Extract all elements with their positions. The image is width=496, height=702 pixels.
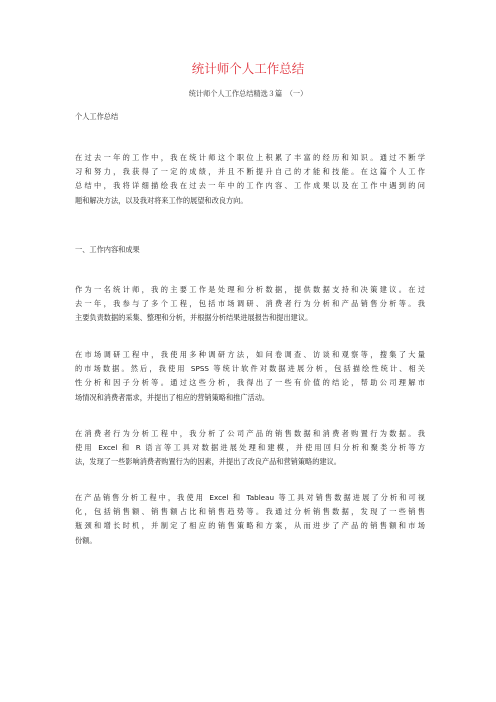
paragraph-line: 主要负责数据的采集、整理和分析，并根据分析结果进展报告和提出建议。 [75,313,313,323]
paragraph-line: 习和努力，我获得了一定的成绩，并且不断提升自己的才能和技能。在这篇个人工作 [75,167,425,177]
paragraph-line: 场情况和消费者需求，并提出了相应的营销策略和推广活动。 [75,392,270,402]
paragraph-line: 总结中，我将详细描绘我在过去一年中的工作内容、工作成果以及在工作中遇到的问 [75,181,425,191]
paragraph-role [75,283,425,326]
paragraph-line: 份额。 [75,535,97,545]
paragraph-overview [75,151,425,208]
paragraph-market-research [75,348,425,405]
paragraph-line: 去一年，我参与了多个工程，包括市场调研、消费者行为分析和产品销售分析等。我 [75,299,425,309]
paragraph-line: 在过去一年的工作中，我在统计师这个职位上积累了丰富的经历和知识。通过不断学 [75,153,425,162]
paragraph-line: 性分析和因子分析等。通过这些分析，我得出了一些有价值的结论，帮助公司理解市 [75,378,425,388]
paragraph-line: 使用 Excel 和 R 语言等工具对数据进展处理和建模，并使用回归分析和聚类分析等方 [75,443,425,453]
paragraph-line: 在产品销售分析工程中，我使用 Excel 和 Tableau 等工具对销售数据进展了分析和可视 [75,493,425,502]
paragraph-line: 瓶颈和增长时机，并制定了相应的销售策略和方案，从而进步了产品的销售额和市场 [75,521,425,531]
paragraph-line: 在消费者行为分析工程中，我分析了公司产品的销售数据和消费者购置行为数据。我 [75,429,425,438]
paragraph-line: 作为一名统计师，我的主要工作是处理和分析数据，提供数据支持和决策建议。在过 [75,285,425,294]
paragraph-sales-analysis [75,491,425,548]
paragraph-line: 的市场数据。然后，我使用 SPSS 等统计软件对数据进展分析，包括描绘性统计、相关 [75,364,425,374]
paragraph-line: 化，包括销售额、销售额占比和销售趋势等。我通过分析销售数据，发现了一些销售 [75,507,425,517]
paragraph-consumer-behavior [75,427,425,470]
document-title: 统计师个人工作总结 [191,61,305,76]
document-subtitle: 统计师个人工作总结精选３篇 （一） [188,89,308,98]
paragraph-line: 在市场调研工程中，我使用多种调研方法，如问卷调查、访谈和观察等，搜集了大量 [75,350,425,359]
paragraph-line: 题和解决方法，以及我对将来工作的展望和改良方向。 [75,195,248,205]
intro-heading: 个人工作总结 [75,112,119,121]
section-heading: 一、工作内容和成果 [75,245,140,254]
paragraph-line: 法，发现了一些影响消费者购置行为的因素，并提出了改良产品和营销策略的建议。 [75,457,341,467]
